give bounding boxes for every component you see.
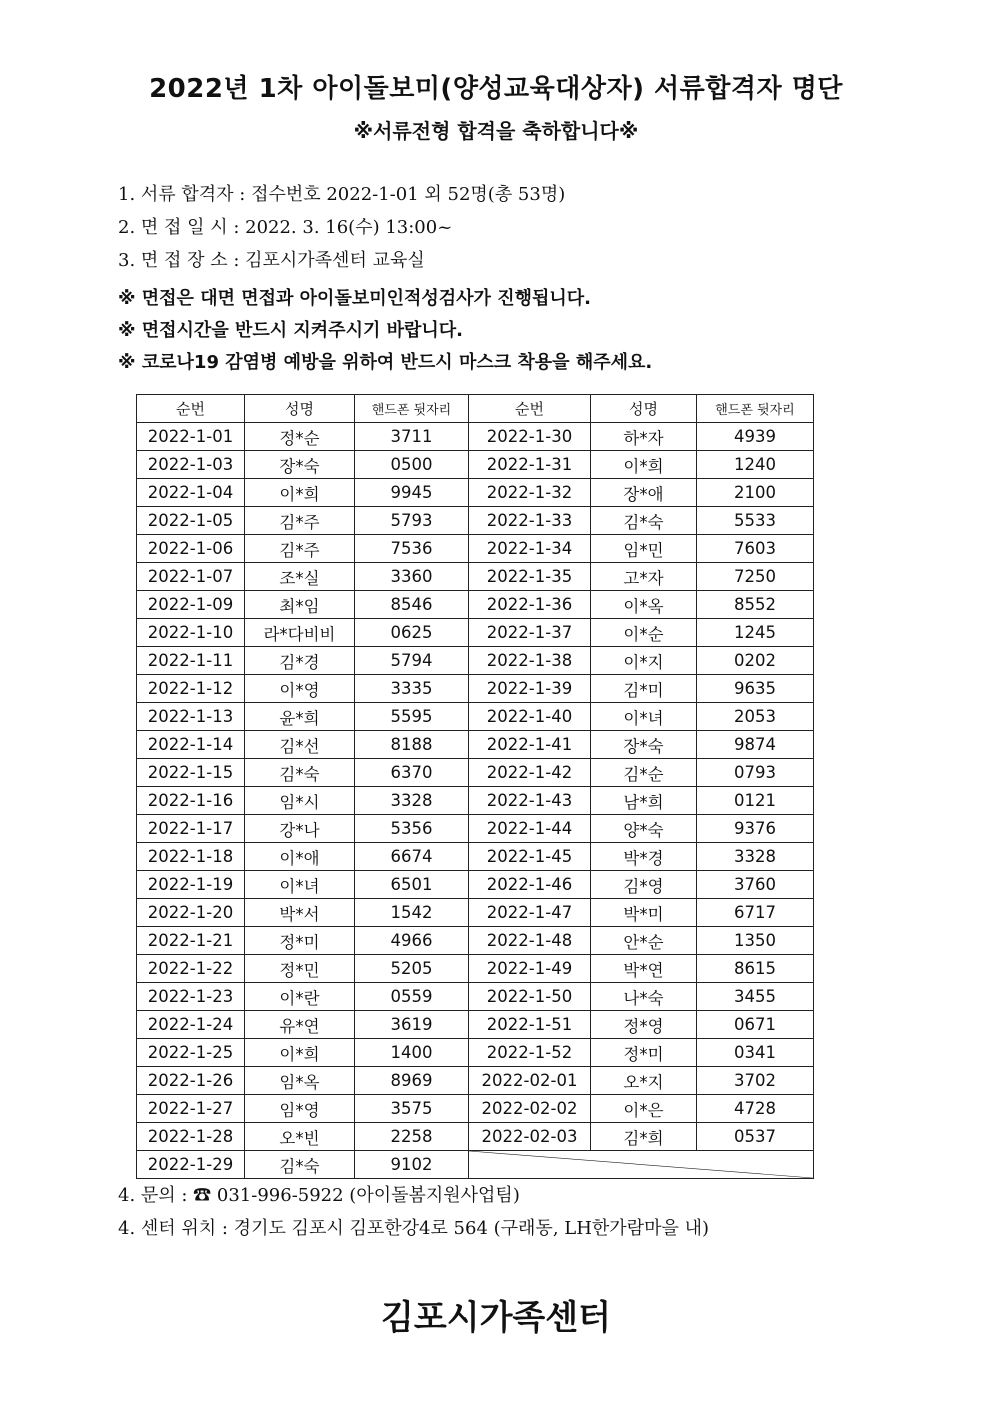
cell-number: 2022-1-06 xyxy=(137,535,245,563)
note-punctuality: ※ 면접시간을 반드시 지켜주시기 바랍니다. xyxy=(118,320,463,341)
cell-name: 김*숙 xyxy=(245,759,355,787)
cell-name: 남*희 xyxy=(591,787,697,815)
cell-phone: 1350 xyxy=(697,927,814,955)
cell-number: 2022-1-32 xyxy=(469,479,591,507)
table-row xyxy=(137,731,814,759)
cell-name: 이*희 xyxy=(245,1039,355,1067)
cell-number: 2022-1-23 xyxy=(137,983,245,1011)
cell-number: 2022-1-38 xyxy=(469,647,591,675)
cell-number: 2022-1-37 xyxy=(469,619,591,647)
header-number-left: 순번 xyxy=(137,395,245,423)
cell-name: 정*미 xyxy=(245,927,355,955)
cell-name: 이*희 xyxy=(245,479,355,507)
cell-name: 강*나 xyxy=(245,815,355,843)
cell-phone: 9874 xyxy=(697,731,814,759)
cell-phone: 1542 xyxy=(355,899,469,927)
cell-number: 2022-1-15 xyxy=(137,759,245,787)
cell-phone: 7536 xyxy=(355,535,469,563)
table-row xyxy=(137,535,814,563)
table-row xyxy=(137,759,814,787)
cell-number: 2022-1-01 xyxy=(137,423,245,451)
cell-name: 나*숙 xyxy=(591,983,697,1011)
cell-phone: 1240 xyxy=(697,451,814,479)
table-row xyxy=(137,563,814,591)
cell-number: 2022-1-09 xyxy=(137,591,245,619)
cell-number: 2022-1-11 xyxy=(137,647,245,675)
cell-phone: 4728 xyxy=(697,1095,814,1123)
header-name-right: 성명 xyxy=(591,395,697,423)
cell-name: 김*희 xyxy=(591,1123,697,1151)
cell-name: 이*순 xyxy=(591,619,697,647)
cell-phone: 3619 xyxy=(355,1011,469,1039)
cell-phone: 3360 xyxy=(355,563,469,591)
cell-number: 2022-1-47 xyxy=(469,899,591,927)
cell-name: 김*숙 xyxy=(245,1151,355,1179)
cell-phone: 9635 xyxy=(697,675,814,703)
cell-phone: 2053 xyxy=(697,703,814,731)
cell-phone: 3711 xyxy=(355,423,469,451)
cell-number: 2022-1-14 xyxy=(137,731,245,759)
table-row xyxy=(137,675,814,703)
table-header-row xyxy=(137,395,814,423)
cell-phone: 5595 xyxy=(355,703,469,731)
cell-number: 2022-1-39 xyxy=(469,675,591,703)
cell-phone: 7250 xyxy=(697,563,814,591)
cell-number: 2022-1-13 xyxy=(137,703,245,731)
cell-phone: 3702 xyxy=(697,1067,814,1095)
cell-name: 장*숙 xyxy=(245,451,355,479)
note-interview-format: ※ 면접은 대면 면접과 아이돌보미인적성검사가 진행됩니다. xyxy=(118,288,591,309)
info-interview-location: 3. 면 접 장 소 : 김포시가족센터 교육실 xyxy=(118,250,425,271)
cell-number: 2022-02-03 xyxy=(469,1123,591,1151)
cell-number: 2022-1-46 xyxy=(469,871,591,899)
cell-number: 2022-1-30 xyxy=(469,423,591,451)
cell-name: 김*영 xyxy=(591,871,697,899)
cell-number: 2022-1-07 xyxy=(137,563,245,591)
cell-phone: 7603 xyxy=(697,535,814,563)
cell-number: 2022-1-29 xyxy=(137,1151,245,1179)
cell-phone: 8615 xyxy=(697,955,814,983)
cell-number: 2022-1-10 xyxy=(137,619,245,647)
table-row xyxy=(137,1039,814,1067)
cell-number: 2022-1-36 xyxy=(469,591,591,619)
cell-name: 정*미 xyxy=(591,1039,697,1067)
organization-name: 김포시가족센터 xyxy=(381,1298,611,1338)
cell-phone: 0537 xyxy=(697,1123,814,1151)
cell-name: 이*희 xyxy=(591,451,697,479)
cell-phone: 0559 xyxy=(355,983,469,1011)
cell-number: 2022-1-17 xyxy=(137,815,245,843)
table-row xyxy=(137,647,814,675)
table-row xyxy=(137,1095,814,1123)
cell-name: 오*빈 xyxy=(245,1123,355,1151)
cell-name: 최*임 xyxy=(245,591,355,619)
cell-phone: 0202 xyxy=(697,647,814,675)
cell-name: 이*옥 xyxy=(591,591,697,619)
cell-phone: 5205 xyxy=(355,955,469,983)
cell-phone: 1400 xyxy=(355,1039,469,1067)
cell-phone: 0341 xyxy=(697,1039,814,1067)
table-row xyxy=(137,451,814,479)
cell-phone: 3760 xyxy=(697,871,814,899)
cell-phone: 3575 xyxy=(355,1095,469,1123)
cell-name: 김*경 xyxy=(245,647,355,675)
cell-name: 라*다비비 xyxy=(245,619,355,647)
cell-name: 하*자 xyxy=(591,423,697,451)
cell-name: 오*지 xyxy=(591,1067,697,1095)
table-row xyxy=(137,843,814,871)
table-row xyxy=(137,955,814,983)
table-row xyxy=(137,423,814,451)
cell-phone: 3328 xyxy=(697,843,814,871)
info-applicants: 1. 서류 합격자 : 접수번호 2022-1-01 외 52명(총 53명) xyxy=(118,184,566,205)
document-subtitle: ※서류전형 합격을 축하합니다※ xyxy=(353,119,639,143)
cell-number: 2022-1-34 xyxy=(469,535,591,563)
table-row xyxy=(137,871,814,899)
cell-phone: 8552 xyxy=(697,591,814,619)
cell-name: 이*지 xyxy=(591,647,697,675)
cell-number: 2022-1-20 xyxy=(137,899,245,927)
cell-phone: 5533 xyxy=(697,507,814,535)
cell-phone: 8969 xyxy=(355,1067,469,1095)
cell-phone: 2258 xyxy=(355,1123,469,1151)
document-title: 2022년 1차 아이돌보미(양성교육대상자) 서류합격자 명단 xyxy=(149,74,843,104)
cell-name: 임*민 xyxy=(591,535,697,563)
empty-cell-diagonal xyxy=(469,1151,814,1179)
cell-number: 2022-1-43 xyxy=(469,787,591,815)
cell-number: 2022-1-19 xyxy=(137,871,245,899)
table-row xyxy=(137,479,814,507)
note-mask: ※ 코로나19 감염병 예방을 위하여 반드시 마스크 착용을 해주세요. xyxy=(118,352,653,373)
cell-phone: 5356 xyxy=(355,815,469,843)
center-location: 4. 센터 위치 : 경기도 김포시 김포한강4로 564 (구래동, LH한가람마을 내) xyxy=(118,1218,709,1239)
table-row xyxy=(137,927,814,955)
header-number-right: 순번 xyxy=(469,395,591,423)
cell-name: 유*연 xyxy=(245,1011,355,1039)
cell-number: 2022-1-12 xyxy=(137,675,245,703)
cell-number: 2022-1-31 xyxy=(469,451,591,479)
cell-name: 박*서 xyxy=(245,899,355,927)
cell-phone: 8546 xyxy=(355,591,469,619)
cell-number: 2022-1-24 xyxy=(137,1011,245,1039)
roster-body xyxy=(137,423,814,1179)
cell-number: 2022-1-27 xyxy=(137,1095,245,1123)
table-row xyxy=(137,703,814,731)
cell-name: 윤*희 xyxy=(245,703,355,731)
table-row xyxy=(137,507,814,535)
table-row xyxy=(137,1151,814,1179)
info-interview-datetime: 2. 면 접 일 시 : 2022. 3. 16(수) 13:00~ xyxy=(118,217,453,238)
header-name-left: 성명 xyxy=(245,395,355,423)
table-row xyxy=(137,815,814,843)
cell-name: 임*시 xyxy=(245,787,355,815)
cell-name: 임*영 xyxy=(245,1095,355,1123)
table-row xyxy=(137,787,814,815)
cell-phone: 3328 xyxy=(355,787,469,815)
cell-number: 2022-02-02 xyxy=(469,1095,591,1123)
cell-name: 이*애 xyxy=(245,843,355,871)
cell-name: 김*순 xyxy=(591,759,697,787)
cell-number: 2022-1-18 xyxy=(137,843,245,871)
cell-phone: 0625 xyxy=(355,619,469,647)
cell-number: 2022-1-44 xyxy=(469,815,591,843)
cell-phone: 0500 xyxy=(355,451,469,479)
cell-number: 2022-02-01 xyxy=(469,1067,591,1095)
header-phone-left: 핸드폰 뒷자리 xyxy=(355,395,469,423)
cell-name: 박*경 xyxy=(591,843,697,871)
cell-phone: 5794 xyxy=(355,647,469,675)
cell-phone: 4939 xyxy=(697,423,814,451)
cell-name: 이*은 xyxy=(591,1095,697,1123)
cell-number: 2022-1-05 xyxy=(137,507,245,535)
table-row xyxy=(137,1123,814,1151)
cell-number: 2022-1-45 xyxy=(469,843,591,871)
cell-number: 2022-1-51 xyxy=(469,1011,591,1039)
cell-name: 안*순 xyxy=(591,927,697,955)
cell-number: 2022-1-28 xyxy=(137,1123,245,1151)
table-row xyxy=(137,1011,814,1039)
cell-name: 양*숙 xyxy=(591,815,697,843)
cell-phone: 9102 xyxy=(355,1151,469,1179)
cell-phone: 6501 xyxy=(355,871,469,899)
cell-name: 조*실 xyxy=(245,563,355,591)
cell-phone: 5793 xyxy=(355,507,469,535)
cell-name: 정*민 xyxy=(245,955,355,983)
cell-name: 장*애 xyxy=(591,479,697,507)
cell-name: 김*주 xyxy=(245,507,355,535)
diagonal-line xyxy=(469,1151,813,1178)
cell-number: 2022-1-52 xyxy=(469,1039,591,1067)
cell-number: 2022-1-22 xyxy=(137,955,245,983)
cell-number: 2022-1-26 xyxy=(137,1067,245,1095)
cell-phone: 0121 xyxy=(697,787,814,815)
cell-phone: 1245 xyxy=(697,619,814,647)
cell-phone: 6370 xyxy=(355,759,469,787)
cell-number: 2022-1-50 xyxy=(469,983,591,1011)
cell-phone: 4966 xyxy=(355,927,469,955)
cell-name: 박*미 xyxy=(591,899,697,927)
cell-number: 2022-1-35 xyxy=(469,563,591,591)
cell-name: 이*녀 xyxy=(591,703,697,731)
cell-number: 2022-1-04 xyxy=(137,479,245,507)
cell-phone: 8188 xyxy=(355,731,469,759)
cell-name: 정*순 xyxy=(245,423,355,451)
cell-name: 김*숙 xyxy=(591,507,697,535)
cell-number: 2022-1-48 xyxy=(469,927,591,955)
contact-phone: 4. 문의 : ☎ 031-996-5922 (아이돌봄지원사업팀) xyxy=(118,1185,520,1206)
cell-phone: 3335 xyxy=(355,675,469,703)
cell-name: 임*옥 xyxy=(245,1067,355,1095)
cell-phone: 9945 xyxy=(355,479,469,507)
cell-name: 박*연 xyxy=(591,955,697,983)
cell-phone: 6717 xyxy=(697,899,814,927)
cell-number: 2022-1-40 xyxy=(469,703,591,731)
cell-number: 2022-1-16 xyxy=(137,787,245,815)
cell-number: 2022-1-03 xyxy=(137,451,245,479)
cell-phone: 0793 xyxy=(697,759,814,787)
table-row xyxy=(137,1067,814,1095)
cell-name: 김*주 xyxy=(245,535,355,563)
cell-phone: 2100 xyxy=(697,479,814,507)
cell-phone: 0671 xyxy=(697,1011,814,1039)
table-row xyxy=(137,619,814,647)
cell-name: 김*미 xyxy=(591,675,697,703)
cell-number: 2022-1-25 xyxy=(137,1039,245,1067)
cell-name: 정*영 xyxy=(591,1011,697,1039)
cell-number: 2022-1-33 xyxy=(469,507,591,535)
roster-table xyxy=(136,394,814,1179)
cell-name: 김*선 xyxy=(245,731,355,759)
cell-phone: 6674 xyxy=(355,843,469,871)
cell-name: 이*영 xyxy=(245,675,355,703)
table-row xyxy=(137,591,814,619)
cell-name: 장*숙 xyxy=(591,731,697,759)
header-phone-right: 핸드폰 뒷자리 xyxy=(697,395,814,423)
cell-name: 이*란 xyxy=(245,983,355,1011)
cell-number: 2022-1-41 xyxy=(469,731,591,759)
cell-number: 2022-1-49 xyxy=(469,955,591,983)
cell-name: 이*녀 xyxy=(245,871,355,899)
cell-phone: 9376 xyxy=(697,815,814,843)
cell-phone: 3455 xyxy=(697,983,814,1011)
cell-number: 2022-1-42 xyxy=(469,759,591,787)
cell-number: 2022-1-21 xyxy=(137,927,245,955)
table-row xyxy=(137,983,814,1011)
table-row xyxy=(137,899,814,927)
cell-name: 고*자 xyxy=(591,563,697,591)
